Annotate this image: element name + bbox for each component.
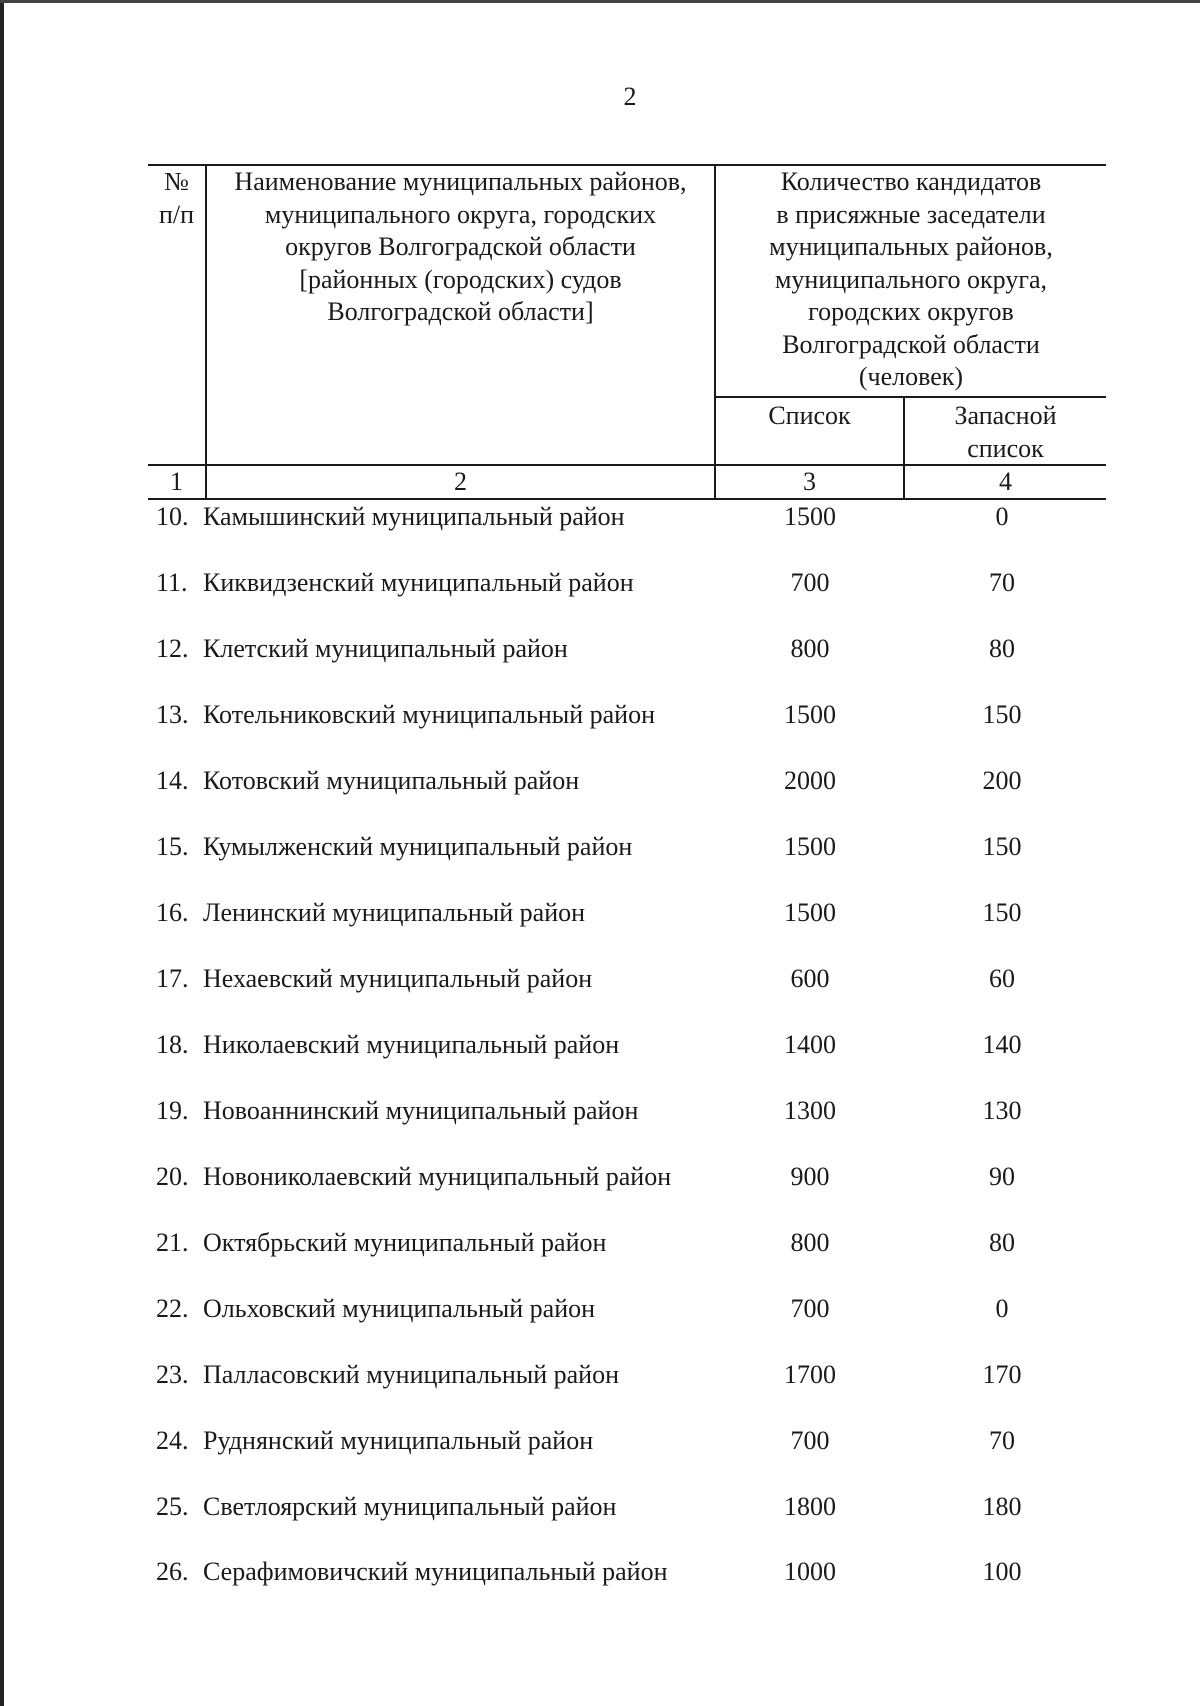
district-name: Нехаевский муниципальный район — [203, 964, 593, 993]
district-name: Киквидзенский муниципальный район — [203, 568, 634, 597]
subheader-divider — [714, 396, 1106, 398]
reserve-count: 80 — [989, 1228, 1015, 1257]
table-row — [0, 568, 1200, 608]
reserve-count: 140 — [982, 1030, 1022, 1059]
district-name: Кумылженский муниципальный район — [203, 832, 633, 861]
district-name: Камышинский муниципальный район — [203, 502, 625, 531]
district-name: Серафимовичский муниципальный район — [203, 1557, 668, 1586]
district-name: Новониколаевский муниципальный район — [203, 1162, 672, 1191]
table-row — [0, 964, 1200, 1004]
reserve-count: 100 — [982, 1557, 1022, 1586]
reserve-count: 150 — [982, 898, 1022, 927]
row-number: 14. — [156, 766, 189, 795]
district-name: Руднянский муниципальный район — [203, 1426, 594, 1455]
list-count: 1400 — [784, 1030, 836, 1059]
row-number: 13. — [156, 700, 189, 729]
reserve-count: 170 — [982, 1360, 1022, 1389]
reserve-count: 60 — [989, 964, 1015, 993]
list-count: 600 — [790, 964, 830, 993]
table-row — [0, 1557, 1200, 1597]
table-row — [0, 634, 1200, 674]
row-number: 12. — [156, 634, 189, 663]
table-row — [0, 1294, 1200, 1334]
row-number: 21. — [156, 1228, 189, 1257]
table-row — [0, 1426, 1200, 1466]
reserve-count: 180 — [982, 1492, 1022, 1521]
row-number: 15. — [156, 832, 189, 861]
header-list-column: Список — [768, 401, 851, 430]
list-count: 1000 — [784, 1557, 836, 1586]
list-count: 800 — [790, 634, 830, 663]
list-count: 1300 — [784, 1096, 836, 1125]
list-count: 900 — [790, 1162, 830, 1191]
header-candidates-column: Количество кандидатов в присяжные заседатели муниципальных районов, муниципального округа, городских округов Волгоградской области (человек) — [769, 167, 1053, 391]
row-number: 20. — [156, 1162, 189, 1191]
table-row — [0, 1360, 1200, 1400]
table-row — [0, 898, 1200, 938]
row-number: 10. — [156, 502, 189, 531]
index-label-1: 1 — [170, 467, 183, 496]
table-row — [0, 1096, 1200, 1136]
row-number: 19. — [156, 1096, 189, 1125]
table-row — [0, 832, 1200, 872]
list-count: 700 — [790, 568, 830, 597]
list-count: 2000 — [784, 766, 836, 795]
district-name: Палласовский муниципальный район — [203, 1360, 619, 1389]
index-label-4: 4 — [999, 467, 1012, 496]
list-count: 1800 — [784, 1492, 836, 1521]
reserve-count: 70 — [989, 1426, 1015, 1455]
reserve-count: 200 — [982, 766, 1022, 795]
reserve-count: 150 — [982, 700, 1022, 729]
header-name-column: Наименование муниципальных районов, муниципального округа, городских округов Волгоградской области [районных (городских) судов Волгоградской области] — [234, 167, 687, 326]
reserve-count: 0 — [995, 1294, 1009, 1323]
district-name: Октябрьский муниципальный район — [203, 1228, 607, 1257]
reserve-count: 150 — [982, 832, 1022, 861]
row-number: 22. — [156, 1294, 189, 1323]
table-row — [0, 1030, 1200, 1070]
district-name: Клетский муниципальный район — [203, 634, 568, 663]
index-label-2: 2 — [454, 467, 467, 496]
list-count: 700 — [790, 1294, 830, 1323]
district-name: Ленинский муниципальный район — [203, 898, 586, 927]
header-reserve-column: Запасной список — [954, 401, 1057, 463]
row-number: 26. — [156, 1557, 189, 1586]
row-number: 11. — [156, 568, 188, 597]
district-name: Ольховский муниципальный район — [203, 1294, 596, 1323]
reserve-count: 130 — [982, 1096, 1022, 1125]
header-number-column: № п/п — [158, 167, 195, 229]
table-row — [0, 700, 1200, 740]
table-row — [0, 1492, 1200, 1532]
table-row — [0, 1228, 1200, 1268]
list-count: 1700 — [784, 1360, 836, 1389]
row-number: 18. — [156, 1030, 189, 1059]
district-name: Светлоярский муниципальный район — [203, 1492, 617, 1521]
table-row — [0, 1162, 1200, 1202]
page-number: 2 — [623, 82, 637, 111]
reserve-count: 0 — [995, 502, 1009, 531]
list-count: 1500 — [784, 898, 836, 927]
table-row — [0, 502, 1200, 542]
row-number: 23. — [156, 1360, 189, 1389]
row-number: 25. — [156, 1492, 189, 1521]
reserve-count: 90 — [989, 1162, 1015, 1191]
district-name: Котельниковский муниципальный район — [203, 700, 655, 729]
scan-edge-top — [0, 0, 1200, 3]
row-number: 16. — [156, 898, 189, 927]
table-row — [0, 766, 1200, 806]
list-count: 1500 — [784, 502, 836, 531]
row-number: 17. — [156, 964, 189, 993]
list-count: 1500 — [784, 700, 836, 729]
district-name: Николаевский муниципальный район — [203, 1030, 620, 1059]
reserve-count: 70 — [989, 568, 1015, 597]
list-count: 1500 — [784, 832, 836, 861]
district-name: Котовский муниципальный район — [203, 766, 580, 795]
list-count: 700 — [790, 1426, 830, 1455]
district-name: Новоаннинский муниципальный район — [203, 1096, 639, 1125]
row-number: 24. — [156, 1426, 189, 1455]
index-label-3: 3 — [803, 467, 816, 496]
list-count: 800 — [790, 1228, 830, 1257]
reserve-count: 80 — [989, 634, 1015, 663]
